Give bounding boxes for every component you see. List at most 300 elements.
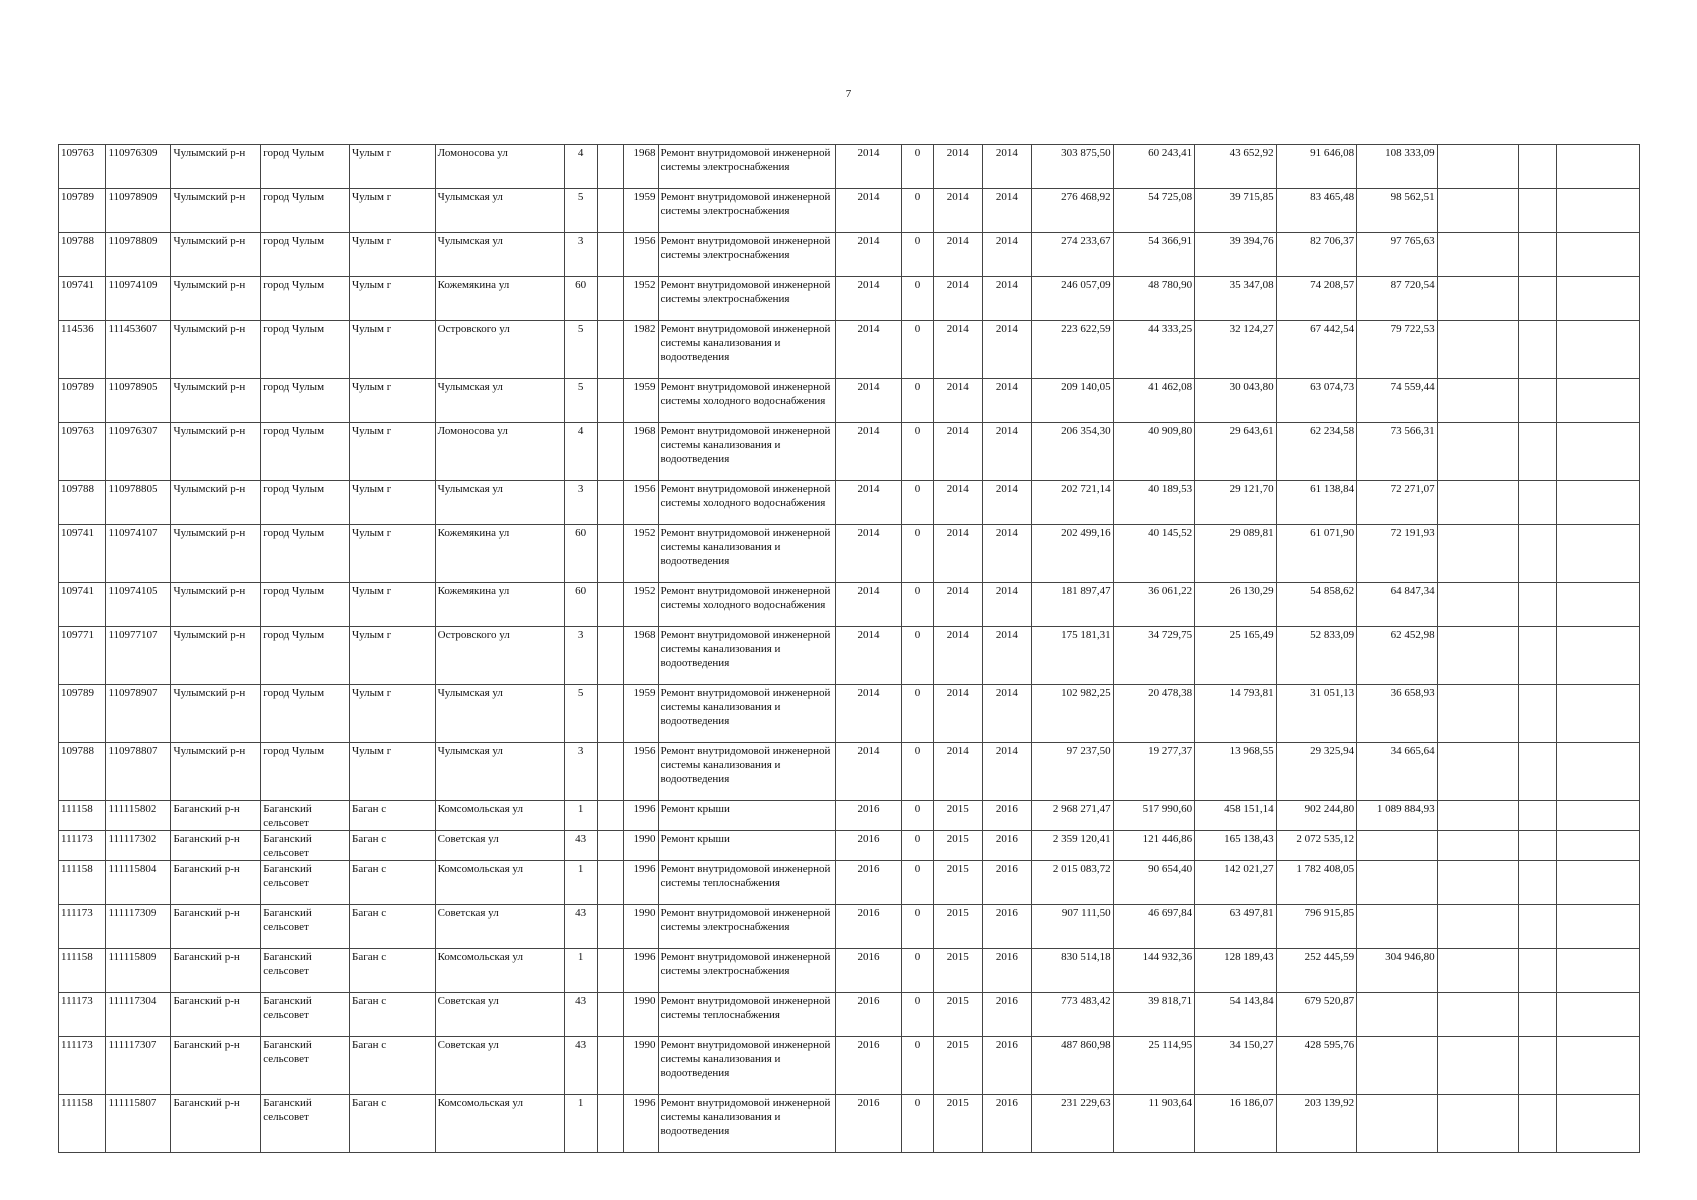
cell-end-year: 2014 (982, 379, 1032, 423)
cell-house: 3 (564, 743, 597, 801)
cell-empty (1437, 481, 1519, 525)
cell-street: Чулымская ул (435, 743, 564, 801)
cell-settlement: Чулым г (350, 583, 436, 627)
cell-code: 110974107 (106, 525, 171, 583)
cell-amt4: 108 333,09 (1357, 145, 1437, 189)
cell-extra (597, 277, 624, 321)
cell-municipality: город Чулым (261, 277, 350, 321)
cell-amt2: 26 130,29 (1195, 583, 1277, 627)
cell-id: 109788 (59, 481, 106, 525)
table-row (59, 949, 1640, 993)
cell-amt2: 14 793,81 (1195, 685, 1277, 743)
cell-plan-year: 2014 (836, 685, 902, 743)
cell-settlement: Чулым г (350, 145, 436, 189)
cell-id: 109741 (59, 277, 106, 321)
cell-extra (597, 423, 624, 481)
cell-settlement: Чулым г (350, 481, 436, 525)
cell-year-built: 1968 (624, 423, 658, 481)
cell-end-year: 2016 (982, 1037, 1032, 1095)
cell-plan-year: 2016 (836, 993, 902, 1037)
cell-district: Чулымский р-н (171, 525, 261, 583)
cell-municipality: Баганский сельсовет (261, 1037, 350, 1095)
cell-municipality: город Чулым (261, 743, 350, 801)
cell-end-year: 2014 (982, 685, 1032, 743)
cell-plan-year: 2014 (836, 277, 902, 321)
cell-extra (597, 627, 624, 685)
cell-total: 223 622,59 (1032, 321, 1114, 379)
cell-year-built: 1959 (624, 379, 658, 423)
table-row (59, 905, 1640, 949)
page-number: 7 (845, 88, 852, 100)
cell-street: Чулымская ул (435, 685, 564, 743)
cell-plan-year: 2016 (836, 801, 902, 831)
cell-amt4: 72 191,93 (1357, 525, 1437, 583)
cell-amt1: 60 243,41 (1113, 145, 1195, 189)
cell-street: Чулымская ул (435, 189, 564, 233)
cell-year-built: 1959 (624, 685, 658, 743)
cell-municipality: город Чулым (261, 189, 350, 233)
cell-amt2: 13 968,55 (1195, 743, 1277, 801)
cell-empty (1557, 277, 1640, 321)
cell-amt2: 39 715,85 (1195, 189, 1277, 233)
cell-street: Комсомольская ул (435, 861, 564, 905)
cell-empty (1437, 905, 1519, 949)
cell-amt3: 29 325,94 (1276, 743, 1356, 801)
cell-amt2: 39 394,76 (1195, 233, 1277, 277)
cell-year-built: 1956 (624, 743, 658, 801)
cell-amt1: 44 333,25 (1113, 321, 1195, 379)
cell-house: 1 (564, 1095, 597, 1153)
cell-house: 3 (564, 627, 597, 685)
cell-code: 110978807 (106, 743, 171, 801)
cell-code: 110976307 (106, 423, 171, 481)
table-row (59, 321, 1640, 379)
cell-municipality: город Чулым (261, 627, 350, 685)
cell-amt2: 128 189,43 (1195, 949, 1277, 993)
cell-street: Чулымская ул (435, 233, 564, 277)
cell-total: 102 982,25 (1032, 685, 1114, 743)
cell-total: 274 233,67 (1032, 233, 1114, 277)
cell-zero: 0 (902, 861, 934, 905)
cell-amt2: 29 121,70 (1195, 481, 1277, 525)
cell-code: 111453607 (106, 321, 171, 379)
cell-zero: 0 (902, 1037, 934, 1095)
cell-start-year: 2015 (934, 1037, 983, 1095)
cell-extra (597, 233, 624, 277)
cell-code: 111117304 (106, 993, 171, 1037)
cell-code: 111117309 (106, 905, 171, 949)
cell-municipality: город Чулым (261, 145, 350, 189)
cell-amt3: 61 138,84 (1276, 481, 1356, 525)
cell-start-year: 2014 (934, 379, 983, 423)
cell-empty (1437, 189, 1519, 233)
cell-id: 111173 (59, 831, 106, 861)
cell-total: 2 359 120,41 (1032, 831, 1114, 861)
cell-code: 111117302 (106, 831, 171, 861)
cell-empty (1557, 233, 1640, 277)
table-row (59, 861, 1640, 905)
cell-start-year: 2014 (934, 145, 983, 189)
cell-zero: 0 (902, 423, 934, 481)
cell-year-built: 1952 (624, 525, 658, 583)
cell-amt3: 63 074,73 (1276, 379, 1356, 423)
cell-empty (1557, 481, 1640, 525)
cell-plan-year: 2014 (836, 481, 902, 525)
cell-municipality: город Чулым (261, 379, 350, 423)
cell-total: 181 897,47 (1032, 583, 1114, 627)
cell-year-built: 1996 (624, 1095, 658, 1153)
cell-id: 109788 (59, 743, 106, 801)
cell-zero: 0 (902, 685, 934, 743)
cell-start-year: 2015 (934, 801, 983, 831)
cell-zero: 0 (902, 525, 934, 583)
cell-plan-year: 2016 (836, 861, 902, 905)
cell-empty (1519, 1095, 1557, 1153)
cell-house: 43 (564, 905, 597, 949)
cell-empty (1557, 627, 1640, 685)
cell-street: Комсомольская ул (435, 801, 564, 831)
cell-amt3: 796 915,85 (1276, 905, 1356, 949)
cell-work: Ремонт внутридомовой инженерной системы холодного водоснабжения (658, 583, 836, 627)
cell-street: Кожемякина ул (435, 525, 564, 583)
cell-plan-year: 2016 (836, 1037, 902, 1095)
cell-amt4: 98 562,51 (1357, 189, 1437, 233)
cell-id: 111158 (59, 1095, 106, 1153)
cell-amt4: 74 559,44 (1357, 379, 1437, 423)
table-row (59, 525, 1640, 583)
cell-amt1: 90 654,40 (1113, 861, 1195, 905)
cell-amt3: 91 646,08 (1276, 145, 1356, 189)
cell-amt1: 144 932,36 (1113, 949, 1195, 993)
cell-total: 830 514,18 (1032, 949, 1114, 993)
cell-street: Кожемякина ул (435, 583, 564, 627)
cell-extra (597, 831, 624, 861)
cell-work: Ремонт внутридомовой инженерной системы электроснабжения (658, 189, 836, 233)
cell-empty (1557, 949, 1640, 993)
cell-amt4: 62 452,98 (1357, 627, 1437, 685)
cell-zero: 0 (902, 949, 934, 993)
cell-zero: 0 (902, 743, 934, 801)
cell-id: 111158 (59, 949, 106, 993)
cell-street: Островского ул (435, 321, 564, 379)
table-row (59, 801, 1640, 831)
cell-street: Чулымская ул (435, 481, 564, 525)
cell-start-year: 2014 (934, 743, 983, 801)
cell-extra (597, 481, 624, 525)
cell-amt3: 52 833,09 (1276, 627, 1356, 685)
cell-empty (1437, 993, 1519, 1037)
cell-zero: 0 (902, 905, 934, 949)
cell-amt4: 64 847,34 (1357, 583, 1437, 627)
cell-empty (1557, 905, 1640, 949)
cell-settlement: Чулым г (350, 525, 436, 583)
cell-end-year: 2014 (982, 321, 1032, 379)
cell-district: Чулымский р-н (171, 277, 261, 321)
cell-extra (597, 189, 624, 233)
cell-amt4 (1357, 861, 1437, 905)
cell-settlement: Чулым г (350, 321, 436, 379)
cell-amt4: 87 720,54 (1357, 277, 1437, 321)
cell-start-year: 2014 (934, 277, 983, 321)
cell-street: Советская ул (435, 993, 564, 1037)
cell-amt2: 32 124,27 (1195, 321, 1277, 379)
cell-settlement: Чулым г (350, 743, 436, 801)
cell-amt4: 79 722,53 (1357, 321, 1437, 379)
cell-start-year: 2014 (934, 525, 983, 583)
cell-start-year: 2014 (934, 233, 983, 277)
cell-amt2: 458 151,14 (1195, 801, 1277, 831)
cell-amt1: 121 446,86 (1113, 831, 1195, 861)
cell-plan-year: 2016 (836, 1095, 902, 1153)
cell-zero: 0 (902, 189, 934, 233)
cell-empty (1437, 685, 1519, 743)
cell-code: 110974109 (106, 277, 171, 321)
cell-code: 111117307 (106, 1037, 171, 1095)
cell-plan-year: 2014 (836, 525, 902, 583)
cell-total: 246 057,09 (1032, 277, 1114, 321)
cell-work: Ремонт внутридомовой инженерной системы канализования и водоотведения (658, 685, 836, 743)
cell-plan-year: 2014 (836, 233, 902, 277)
cell-end-year: 2016 (982, 949, 1032, 993)
cell-extra (597, 525, 624, 583)
cell-empty (1519, 831, 1557, 861)
cell-start-year: 2014 (934, 481, 983, 525)
cell-settlement: Баган с (350, 993, 436, 1037)
cell-amt3: 74 208,57 (1276, 277, 1356, 321)
cell-zero: 0 (902, 993, 934, 1037)
cell-zero: 0 (902, 321, 934, 379)
cell-amt1: 54 366,91 (1113, 233, 1195, 277)
cell-house: 60 (564, 525, 597, 583)
cell-municipality: город Чулым (261, 525, 350, 583)
cell-settlement: Чулым г (350, 277, 436, 321)
cell-amt4 (1357, 831, 1437, 861)
cell-empty (1519, 233, 1557, 277)
cell-end-year: 2016 (982, 1095, 1032, 1153)
cell-settlement: Баган с (350, 949, 436, 993)
cell-amt1: 34 729,75 (1113, 627, 1195, 685)
cell-work: Ремонт внутридомовой инженерной системы канализования и водоотведения (658, 1095, 836, 1153)
cell-amt4 (1357, 1037, 1437, 1095)
cell-extra (597, 685, 624, 743)
cell-work: Ремонт внутридомовой инженерной системы канализования и водоотведения (658, 321, 836, 379)
cell-extra (597, 801, 624, 831)
cell-id: 109789 (59, 379, 106, 423)
cell-extra (597, 583, 624, 627)
cell-amt4: 34 665,64 (1357, 743, 1437, 801)
cell-total: 202 499,16 (1032, 525, 1114, 583)
cell-empty (1437, 525, 1519, 583)
cell-empty (1519, 379, 1557, 423)
cell-extra (597, 1095, 624, 1153)
cell-plan-year: 2016 (836, 949, 902, 993)
cell-amt2: 29 643,61 (1195, 423, 1277, 481)
cell-id: 114536 (59, 321, 106, 379)
cell-extra (597, 1037, 624, 1095)
cell-end-year: 2014 (982, 277, 1032, 321)
cell-amt4: 304 946,80 (1357, 949, 1437, 993)
cell-street: Комсомольская ул (435, 949, 564, 993)
cell-amt3: 679 520,87 (1276, 993, 1356, 1037)
cell-extra (597, 993, 624, 1037)
cell-district: Баганский р-н (171, 801, 261, 831)
cell-empty (1557, 1095, 1640, 1153)
cell-start-year: 2015 (934, 949, 983, 993)
cell-empty (1437, 145, 1519, 189)
cell-house: 3 (564, 481, 597, 525)
cell-settlement: Баган с (350, 905, 436, 949)
cell-municipality: город Чулым (261, 481, 350, 525)
cell-amt1: 46 697,84 (1113, 905, 1195, 949)
cell-amt2: 16 186,07 (1195, 1095, 1277, 1153)
registry-table (58, 144, 1640, 1153)
cell-plan-year: 2016 (836, 905, 902, 949)
cell-start-year: 2015 (934, 993, 983, 1037)
cell-amt1: 41 462,08 (1113, 379, 1195, 423)
cell-work: Ремонт внутридомовой инженерной системы электроснабжения (658, 145, 836, 189)
cell-district: Чулымский р-н (171, 685, 261, 743)
cell-district: Баганский р-н (171, 1095, 261, 1153)
cell-id: 109788 (59, 233, 106, 277)
cell-year-built: 1956 (624, 233, 658, 277)
cell-plan-year: 2014 (836, 583, 902, 627)
cell-plan-year: 2014 (836, 379, 902, 423)
cell-work: Ремонт внутридомовой инженерной системы холодного водоснабжения (658, 481, 836, 525)
cell-total: 206 354,30 (1032, 423, 1114, 481)
cell-work: Ремонт внутридомовой инженерной системы канализования и водоотведения (658, 525, 836, 583)
cell-zero: 0 (902, 583, 934, 627)
cell-amt2: 25 165,49 (1195, 627, 1277, 685)
cell-municipality: Баганский сельсовет (261, 1095, 350, 1153)
cell-amt1: 39 818,71 (1113, 993, 1195, 1037)
cell-year-built: 1990 (624, 831, 658, 861)
cell-empty (1437, 1095, 1519, 1153)
cell-amt2: 30 043,80 (1195, 379, 1277, 423)
cell-empty (1437, 1037, 1519, 1095)
cell-house: 5 (564, 379, 597, 423)
cell-empty (1557, 801, 1640, 831)
cell-total: 175 181,31 (1032, 627, 1114, 685)
cell-house: 60 (564, 277, 597, 321)
table-row (59, 1095, 1640, 1153)
cell-amt1: 36 061,22 (1113, 583, 1195, 627)
cell-house: 5 (564, 321, 597, 379)
cell-end-year: 2014 (982, 627, 1032, 685)
cell-start-year: 2014 (934, 423, 983, 481)
cell-amt3: 203 139,92 (1276, 1095, 1356, 1153)
cell-municipality: город Чулым (261, 685, 350, 743)
cell-district: Баганский р-н (171, 831, 261, 861)
cell-year-built: 1996 (624, 949, 658, 993)
cell-code: 110978907 (106, 685, 171, 743)
cell-zero: 0 (902, 801, 934, 831)
cell-year-built: 1959 (624, 189, 658, 233)
cell-settlement: Чулым г (350, 423, 436, 481)
cell-house: 1 (564, 949, 597, 993)
cell-municipality: Баганский сельсовет (261, 949, 350, 993)
cell-amt2: 43 652,92 (1195, 145, 1277, 189)
cell-empty (1519, 423, 1557, 481)
cell-year-built: 1956 (624, 481, 658, 525)
cell-district: Чулымский р-н (171, 423, 261, 481)
cell-end-year: 2014 (982, 481, 1032, 525)
cell-empty (1437, 379, 1519, 423)
cell-amt3: 54 858,62 (1276, 583, 1356, 627)
cell-empty (1557, 743, 1640, 801)
cell-empty (1519, 993, 1557, 1037)
cell-total: 303 875,50 (1032, 145, 1114, 189)
cell-extra (597, 949, 624, 993)
cell-amt2: 165 138,43 (1195, 831, 1277, 861)
cell-year-built: 1996 (624, 861, 658, 905)
cell-empty (1437, 801, 1519, 831)
cell-empty (1519, 189, 1557, 233)
cell-district: Баганский р-н (171, 905, 261, 949)
cell-amt1: 11 903,64 (1113, 1095, 1195, 1153)
cell-house: 4 (564, 145, 597, 189)
cell-empty (1519, 583, 1557, 627)
cell-district: Чулымский р-н (171, 627, 261, 685)
cell-start-year: 2015 (934, 1095, 983, 1153)
cell-amt2: 29 089,81 (1195, 525, 1277, 583)
cell-plan-year: 2014 (836, 189, 902, 233)
table-row (59, 685, 1640, 743)
cell-year-built: 1996 (624, 801, 658, 831)
cell-zero: 0 (902, 233, 934, 277)
cell-year-built: 1990 (624, 1037, 658, 1095)
cell-settlement: Чулым г (350, 189, 436, 233)
cell-zero: 0 (902, 627, 934, 685)
cell-empty (1557, 145, 1640, 189)
table-row (59, 1037, 1640, 1095)
cell-district: Чулымский р-н (171, 481, 261, 525)
cell-empty (1437, 277, 1519, 321)
cell-amt1: 54 725,08 (1113, 189, 1195, 233)
cell-amt1: 48 780,90 (1113, 277, 1195, 321)
cell-empty (1519, 1037, 1557, 1095)
table-row (59, 993, 1640, 1037)
cell-empty (1437, 861, 1519, 905)
cell-zero: 0 (902, 277, 934, 321)
cell-amt3: 1 782 408,05 (1276, 861, 1356, 905)
cell-end-year: 2016 (982, 993, 1032, 1037)
cell-code: 110976309 (106, 145, 171, 189)
cell-work: Ремонт внутридомовой инженерной системы канализования и водоотведения (658, 1037, 836, 1095)
cell-settlement: Баган с (350, 1095, 436, 1153)
cell-year-built: 1968 (624, 145, 658, 189)
cell-extra (597, 379, 624, 423)
cell-amt2: 63 497,81 (1195, 905, 1277, 949)
cell-zero: 0 (902, 831, 934, 861)
cell-empty (1519, 627, 1557, 685)
cell-amt1: 40 909,80 (1113, 423, 1195, 481)
cell-total: 202 721,14 (1032, 481, 1114, 525)
cell-street: Кожемякина ул (435, 277, 564, 321)
cell-amt3: 31 051,13 (1276, 685, 1356, 743)
cell-end-year: 2014 (982, 583, 1032, 627)
cell-district: Чулымский р-н (171, 189, 261, 233)
table-row (59, 145, 1640, 189)
cell-end-year: 2014 (982, 145, 1032, 189)
cell-amt3: 62 234,58 (1276, 423, 1356, 481)
table-row (59, 379, 1640, 423)
cell-empty (1557, 583, 1640, 627)
cell-amt4 (1357, 905, 1437, 949)
cell-year-built: 1990 (624, 905, 658, 949)
cell-total: 773 483,42 (1032, 993, 1114, 1037)
cell-empty (1557, 423, 1640, 481)
cell-settlement: Чулым г (350, 379, 436, 423)
